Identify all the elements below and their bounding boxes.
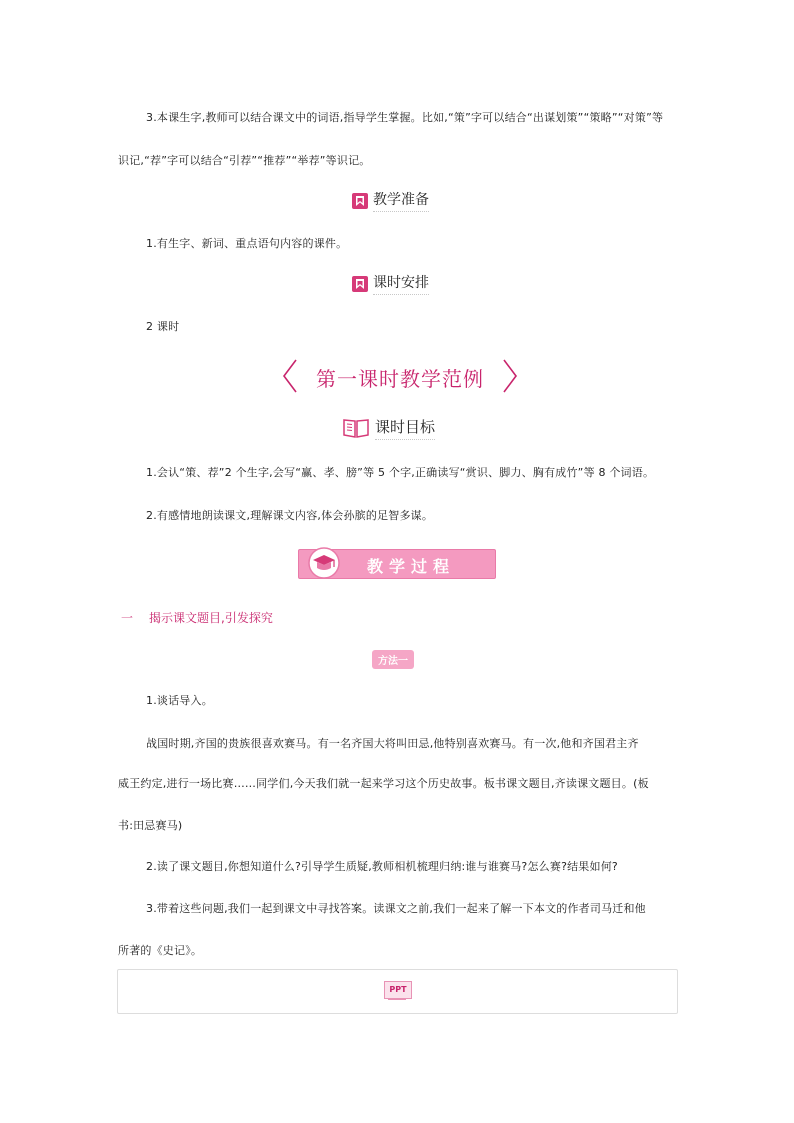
section-heading-prep bbox=[352, 189, 429, 212]
process-line: 战国时期,齐国的贵族很喜欢赛马。有一名齐国大将叫田忌,他特别喜欢赛马。有一次,他和齐国君主齐 bbox=[146, 737, 639, 750]
section-heading-schedule bbox=[352, 272, 429, 295]
schedule-item: 2 课时 bbox=[146, 320, 180, 333]
process-banner-title: 教学过程 bbox=[367, 557, 456, 576]
paragraph-line: 3.本课生字,教师可以结合课文中的词语,指导学生掌握。比如,“策”字可以结合“出谋划策”“策略”“对策”等 bbox=[146, 111, 664, 124]
ppt-box[interactable] bbox=[117, 969, 678, 1014]
method-tag: 方法一 bbox=[372, 650, 414, 669]
section-title: 课时安排 bbox=[373, 272, 429, 295]
left-angle-bracket-icon bbox=[280, 358, 300, 394]
step-title: 揭示课文题目,引发探究 bbox=[149, 611, 273, 625]
goal-item: 2.有感情地朗读课文,理解课文内容,体会孙膑的足智多谋。 bbox=[146, 509, 434, 522]
process-line: 所著的《史记》。 bbox=[118, 944, 203, 957]
process-line: 1.谈话导入。 bbox=[146, 694, 213, 707]
paragraph-line: 识记,“荐”字可以结合“引荐”“推荐”“举荐”等识记。 bbox=[118, 154, 371, 167]
book-icon bbox=[343, 418, 369, 438]
prep-item: 1.有生字、新词、重点语句内容的课件。 bbox=[146, 237, 348, 250]
right-angle-bracket-icon bbox=[500, 358, 520, 394]
ppt-icon: PPT bbox=[384, 981, 412, 999]
process-banner bbox=[298, 549, 496, 579]
process-line: 书:田忌赛马) bbox=[118, 819, 183, 832]
graduation-cap-icon bbox=[307, 546, 341, 580]
ribbon-icon bbox=[352, 276, 368, 292]
step-number: 一 bbox=[121, 611, 134, 625]
lesson-title: 第一课时教学范例 bbox=[316, 367, 484, 391]
process-line: 3.带着这些问题,我们一起到课文中寻找答案。读课文之前,我们一起来了解一下本文的作者司马迁和他 bbox=[146, 902, 646, 915]
process-line: 威王约定,进行一场比赛……同学们,今天我们就一起来学习这个历史故事。板书课文题目,齐读课文题目。(板 bbox=[118, 777, 649, 790]
ppt-icon-stand bbox=[388, 998, 406, 1000]
lesson-title-block bbox=[280, 358, 520, 394]
section-title: 课时目标 bbox=[375, 416, 435, 440]
goal-item: 1.会认“策、荐”2 个生字,会写“赢、孝、膀”等 5 个字,正确读写“赏识、脚力、胸有成竹”等 8 个词语。 bbox=[146, 466, 655, 479]
section-title: 教学准备 bbox=[373, 189, 429, 212]
section-heading-goals bbox=[343, 416, 435, 440]
ribbon-icon bbox=[352, 193, 368, 209]
process-line: 2.读了课文题目,你想知道什么?引导学生质疑,教师相机梳理归纳:谁与谁赛马?怎么赛?结果如何? bbox=[146, 860, 618, 873]
